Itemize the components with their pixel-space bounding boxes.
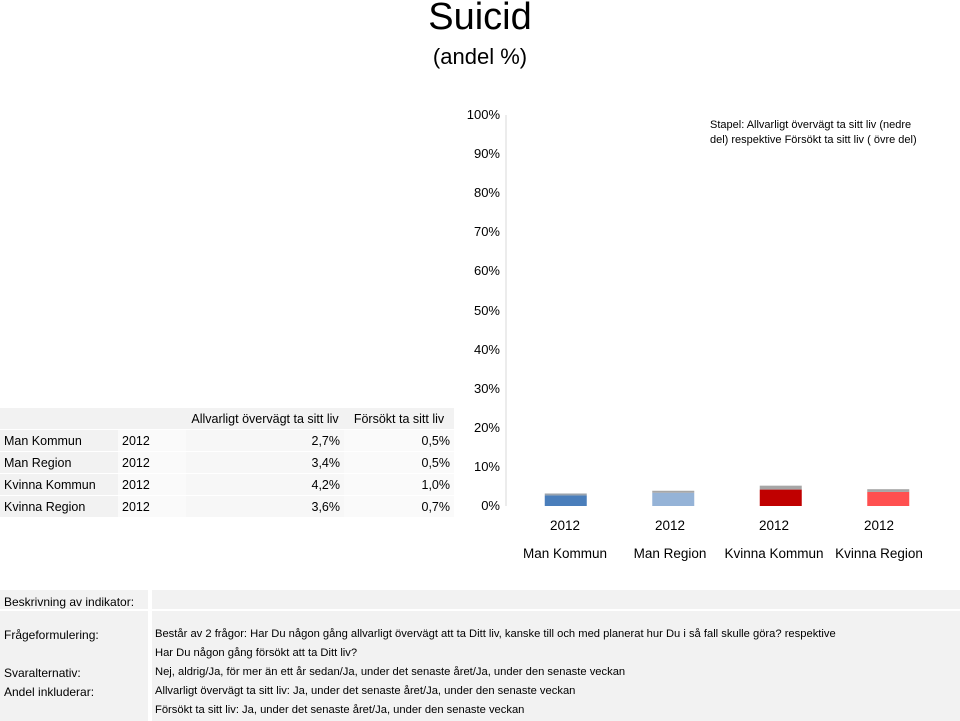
description-line: Allvarligt övervägt ta sitt liv: Ja, under det senaste året/Ja, under den senaste veckan <box>155 685 576 697</box>
y-tick-label: 10% <box>473 458 500 474</box>
x-tick-year: 2012 <box>654 518 686 533</box>
legend <box>710 118 950 148</box>
includes-label: Andel inkluderar: <box>4 685 95 699</box>
bar-attempted-segment <box>652 491 694 493</box>
description-title: Beskrivning av indikator: <box>4 595 135 609</box>
description-line: Försökt ta sitt liv: Ja, under det senaste året/Ja, under den senaste veckan <box>155 704 525 716</box>
table-cell: 1,0% <box>344 474 454 496</box>
table-header-cell <box>0 408 118 430</box>
bar-considered-segment <box>545 495 587 506</box>
table-cell: 0,5% <box>344 430 454 452</box>
table-row <box>0 452 454 474</box>
table-row <box>0 496 454 518</box>
table-header-cell: Allvarligt övervägt ta sitt liv <box>186 408 344 430</box>
y-tick-label: 20% <box>473 419 500 435</box>
table-row <box>0 430 454 452</box>
bar-attempted-segment <box>867 489 909 492</box>
x-tick-category: Man Kommun <box>522 546 608 561</box>
table-cell: 2012 <box>118 430 186 452</box>
y-tick-label: 80% <box>473 185 500 201</box>
table-cell: 0,5% <box>344 452 454 474</box>
y-tick-label: 50% <box>473 302 500 318</box>
y-tick-label: 60% <box>473 263 500 279</box>
x-tick-category: Kvinna Region <box>835 546 923 561</box>
bar-considered-segment <box>652 493 694 506</box>
legend-line-1: Stapel: Allvarligt övervägt ta sitt liv (nedre <box>710 119 912 131</box>
table-cell: 2,7% <box>186 430 344 452</box>
x-tick-category: Man Region <box>633 546 707 561</box>
y-tick-label: 30% <box>473 380 500 396</box>
table-cell: 4,2% <box>186 474 344 496</box>
y-tick-label: 90% <box>473 146 500 162</box>
bar-attempted-segment <box>760 486 802 490</box>
description-line: Består av 2 frågor: Har Du någon gång allvarligt övervägt att ta Ditt liv, kanske till och med planerat hur Du i så fall skulle göra? respektive <box>155 628 836 640</box>
data-table <box>0 408 454 518</box>
bar-attempted-segment <box>545 493 587 495</box>
bar-considered-segment <box>760 490 802 506</box>
x-tick-year: 2012 <box>549 518 581 533</box>
table-header-cell: Försökt ta sitt liv <box>344 408 454 430</box>
indicator-description <box>0 590 960 721</box>
table-cell: 0,7% <box>344 496 454 518</box>
question-label: Frågeformulering: <box>4 628 99 642</box>
table-header-cell <box>118 408 186 430</box>
table-cell: Man Region <box>0 452 118 474</box>
description-line: Nej, aldrig/Ja, för mer än ett år sedan/Ja, under det senaste året/Ja, under den senaste veckan <box>155 666 626 678</box>
chart-subtitle: (andel %) <box>432 44 528 69</box>
y-tick-label: 100% <box>466 107 500 122</box>
y-tick-label: 0% <box>481 498 500 513</box>
table-cell: Man Kommun <box>0 430 118 452</box>
y-tick-label: 70% <box>473 224 500 240</box>
chart-title: Suicid <box>428 0 532 38</box>
table-cell: 2012 <box>118 474 186 496</box>
x-tick-year: 2012 <box>758 518 790 533</box>
table-cell: Kvinna Kommun <box>0 474 118 496</box>
table-cell: 2012 <box>118 452 186 474</box>
table-header-row <box>0 408 454 430</box>
x-tick-year: 2012 <box>863 518 895 533</box>
x-tick-category: Kvinna Kommun <box>724 546 824 561</box>
table-cell: Kvinna Region <box>0 496 118 518</box>
legend-line-2: del) respektive Försökt ta sitt liv ( övre del) <box>710 134 917 146</box>
table-cell: 3,6% <box>186 496 344 518</box>
bar-considered-segment <box>867 492 909 506</box>
table-cell: 3,4% <box>186 452 344 474</box>
y-tick-label: 40% <box>473 341 500 357</box>
answers-label: Svaralternativ: <box>4 666 81 680</box>
table-row <box>0 474 454 496</box>
table-cell: 2012 <box>118 496 186 518</box>
description-line: Har Du någon gång försökt att ta Ditt liv? <box>155 647 358 659</box>
